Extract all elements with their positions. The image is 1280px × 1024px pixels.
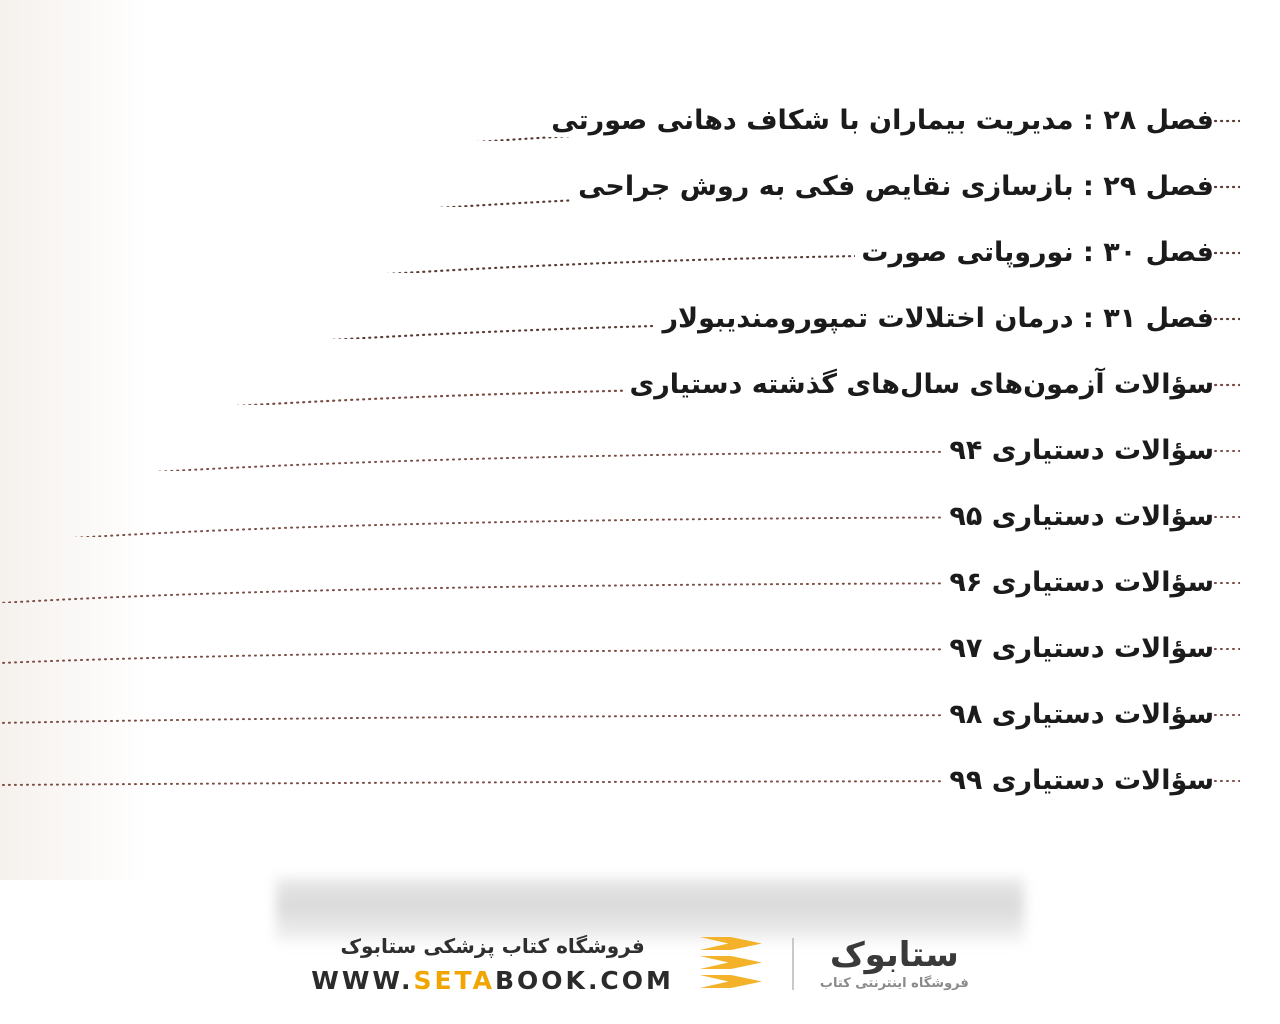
footer-divider: [792, 938, 794, 990]
shop-name: فروشگاه کتاب پزشکی ستابوک: [340, 933, 645, 958]
toc-entry[interactable]: [0, 88, 1240, 154]
chevron-logo-icon: [700, 935, 766, 993]
site-footer: [0, 904, 1280, 1024]
toc-entry[interactable]: [0, 616, 1240, 682]
brand-wordmark: [819, 934, 969, 991]
toc-entry[interactable]: [0, 220, 1240, 286]
toc-entry-title: سؤالات دستیاری ۹۴: [943, 435, 1214, 466]
toc-entry[interactable]: [0, 418, 1240, 484]
chevron-icon: [700, 975, 762, 988]
toc-entry-title: سؤالات دستیاری ۹۷: [943, 633, 1214, 664]
toc-entry-title: سؤالات دستیاری ۹۵: [943, 501, 1214, 532]
url-suffix: .COM: [587, 965, 674, 995]
toc-entry[interactable]: [0, 682, 1240, 748]
toc-entry[interactable]: [0, 550, 1240, 616]
footer-text-block: [311, 934, 674, 995]
toc-entry-title: فصل ۲۹ : بازسازی نقایص فکی به روش جراحی: [572, 171, 1214, 202]
toc-entry-title: سؤالات آزمون‌های سال‌های گذشته دستیاری: [623, 369, 1214, 400]
shop-url[interactable]: [311, 966, 674, 995]
toc-entry-title: سؤالات دستیاری ۹۹: [943, 765, 1214, 796]
chevron-icon: [700, 937, 762, 950]
toc-entry[interactable]: [0, 286, 1240, 352]
toc-entry-title: سؤالات دستیاری ۹۸: [943, 699, 1214, 730]
chevron-icon: [700, 956, 762, 969]
url-prefix: WWW.: [311, 965, 414, 995]
toc-entry-title: فصل ۲۸ : مدیریت بیماران با شکاف دهانی صورتی: [545, 105, 1214, 136]
toc-entry-title: فصل ۳۱ : درمان اختلالات تمپورومندیبولار: [656, 303, 1214, 334]
toc-entry[interactable]: [0, 352, 1240, 418]
toc-entry-title: فصل ۳۰ : نوروپاتی صورت: [855, 237, 1214, 268]
url-brand-1: SETA: [413, 965, 495, 995]
toc-entry[interactable]: [0, 154, 1240, 220]
toc-entry[interactable]: [0, 484, 1240, 550]
brand-wordmark-sub: فروشگاه اینترنتی کتاب: [819, 975, 969, 991]
toc-entry[interactable]: [0, 748, 1240, 814]
brand-wordmark-main: ستابوک: [829, 934, 959, 975]
table-of-contents-list: [0, 88, 1240, 814]
url-brand-2: BOOK: [495, 965, 588, 995]
toc-entry-title: سؤالات دستیاری ۹۶: [943, 567, 1214, 598]
